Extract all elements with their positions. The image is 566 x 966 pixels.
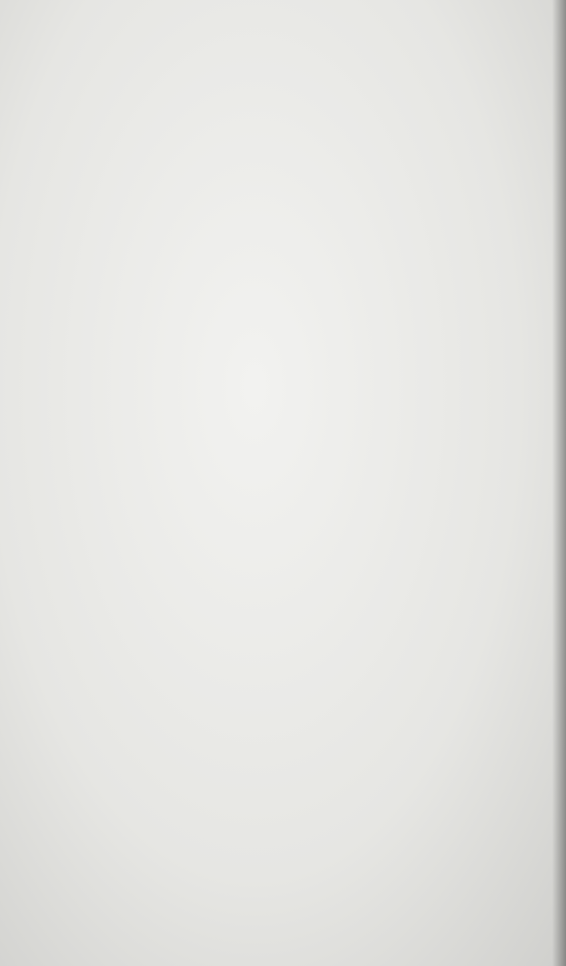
scan-edge-shadow xyxy=(552,0,566,966)
section-heading xyxy=(33,72,539,98)
intro-line xyxy=(33,110,539,136)
document-body xyxy=(33,56,539,136)
